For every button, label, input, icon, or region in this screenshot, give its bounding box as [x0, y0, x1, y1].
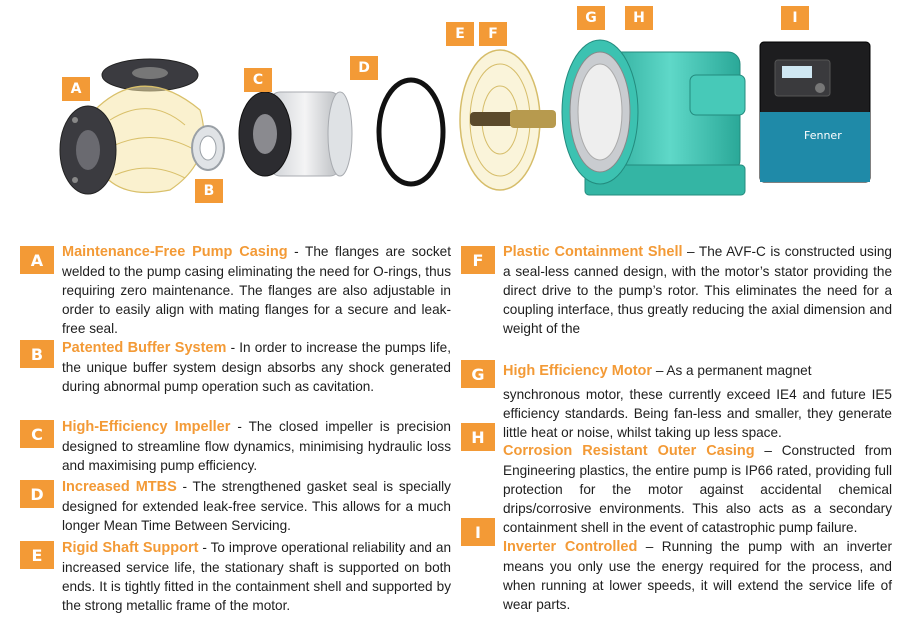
exploded-pump-illustration: [0, 0, 913, 232]
label-h: H: [625, 6, 653, 30]
feature-i: [503, 537, 892, 614]
badge-d: D: [20, 480, 54, 508]
feature-h: [503, 441, 892, 537]
badge-c: C: [20, 420, 54, 448]
label-a: A: [62, 77, 90, 101]
feature-i-text: – Running the pump with an inverter means you only use the energy required for the process, and when running at lower speeds, it will extend the service life of wear parts.: [503, 539, 892, 612]
label-e: E: [446, 22, 474, 46]
feature-g-continued: [503, 385, 892, 442]
feature-g-heading: High Efficiency Motor: [503, 363, 653, 379]
feature-f: [503, 242, 892, 337]
feature-g-text: – As a permanent magnet: [652, 363, 812, 378]
buffer-system-part: [192, 126, 224, 170]
label-i: I: [781, 6, 809, 30]
containment-shell-part: [460, 50, 556, 190]
feature-i-heading: Inverter Controlled: [503, 539, 638, 555]
feature-h-heading: Corrosion Resistant Outer Casing: [503, 443, 755, 459]
feature-d-text: - The strengthened gasket seal is specially designed for extended leak-free service. This allows for a much longer Mean Time Between Servicing.: [62, 479, 451, 533]
feature-c: [62, 417, 451, 475]
feature-b-text: - In order to increase the pumps life, the unique buffer system design absorbs any shock generated during abnormal pump operation such as cavitation.: [62, 340, 451, 394]
feature-b-heading: Patented Buffer System: [62, 340, 227, 356]
feature-e: [62, 538, 451, 615]
badge-b: B: [20, 340, 54, 368]
feature-g-text-continued: synchronous motor, these currently exceed IE4 and future IE5 efficiency standards. Being fan-less and smaller, they generate little heat or noise, whilst taking up less space.: [503, 387, 892, 440]
badge-f: F: [461, 246, 495, 274]
feature-a: [62, 242, 451, 338]
feature-f-heading: Plastic Containment Shell: [503, 244, 683, 260]
feature-b: [62, 338, 451, 396]
impeller-part: [239, 92, 352, 176]
badge-g: G: [461, 360, 495, 388]
label-c: C: [244, 68, 272, 92]
label-f: F: [479, 22, 507, 46]
feature-c-heading: High-Efficiency Impeller: [62, 419, 231, 435]
badge-h: H: [461, 423, 495, 451]
feature-e-heading: Rigid Shaft Support: [62, 540, 199, 556]
label-b: B: [195, 179, 223, 203]
feature-e-text: - To improve operational reliability and an increased service life, the stationary shaft is supported on both ends. It is tightly fitted in the containment shell and supported by the strong metallic frame of the motor.: [62, 540, 452, 613]
motor-part: [562, 40, 745, 195]
feature-c-text: - The closed impeller is precision designed to streamline flow dynamics, minimising hydraulic loss and maximising pump efficiency.: [62, 419, 451, 473]
label-g: G: [577, 6, 605, 30]
feature-a-heading: Maintenance-Free Pump Casing: [62, 244, 288, 260]
drive-brand-text: Fenner: [804, 129, 842, 142]
inverter-drive-part: [760, 42, 870, 182]
badge-e: E: [20, 541, 54, 569]
badge-i: I: [461, 518, 495, 546]
feature-h-text: – Constructed from Engineering plastics, the entire pump is IP66 rated, providing full protection for the motor against accidental chemical drips/corrosive environments. This also acts as a secondary containment shell in the event of catastrophic pump failure.: [503, 443, 892, 535]
label-d: D: [350, 56, 378, 80]
feature-f-text: – The AVF-C is constructed using a seal-less canned design, with the motor’s stator providing the direct drive to the pump’s rotor. This eliminates the need for a coupling interface, thus greatly reducing the axial dimension and weight of the: [503, 244, 892, 336]
feature-d-heading: Increased MTBS: [62, 479, 177, 495]
badge-a: A: [20, 246, 54, 274]
feature-g: [503, 361, 892, 381]
gasket-seal-part: [379, 80, 443, 184]
feature-a-text: - The flanges are socket welded to the pump casing eliminating the need for O-rings, thus requiring zero maintenance. The flanges are also adjustable in order to easily align with mating flanges for a secure and leak-free seal.: [62, 244, 452, 336]
feature-d: [62, 477, 451, 535]
